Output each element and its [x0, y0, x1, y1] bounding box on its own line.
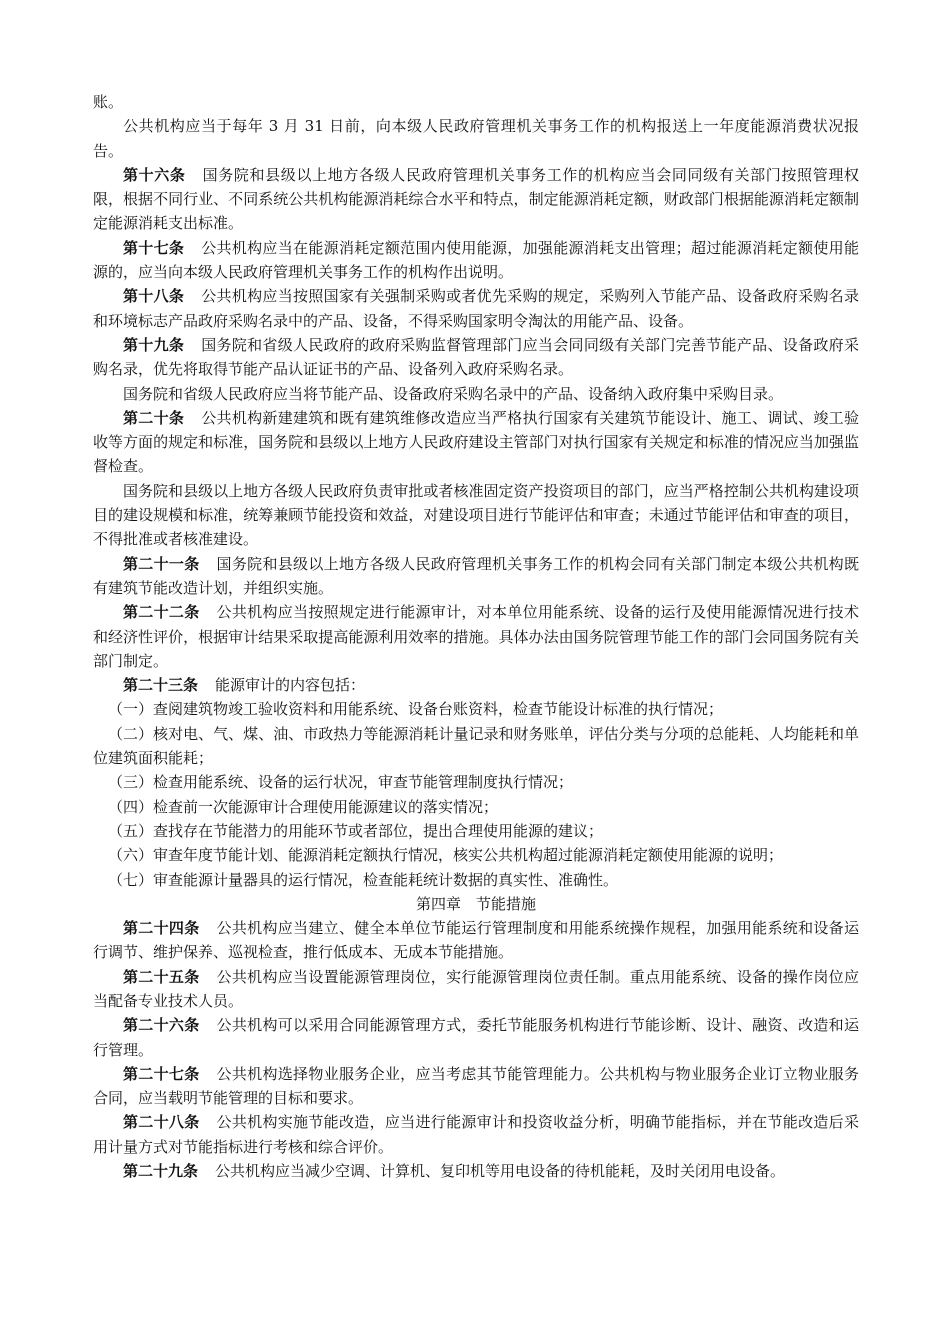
article-number: 第二十条 — [123, 408, 185, 427]
article-number: 第十八条 — [123, 287, 185, 306]
paragraph-text: 国务院和县级以上地方各级人民政府管理机关事务工作的机构应当会同同级有关部门按照管理权限，根据不同行业、不同系统公共机构能源消耗综合水平和特点，制定能源消耗定额，财政部门根据能源消耗定额制定能源消耗支出标准。 — [93, 165, 859, 233]
paragraph — [93, 697, 859, 721]
article-paragraph — [93, 916, 859, 965]
paragraph-text: （三）检查用能系统、设备的运行状况，审查节能管理制度执行情况； — [108, 773, 574, 792]
article-number: 第二十二条 — [123, 603, 200, 622]
article-paragraph — [93, 1013, 859, 1062]
article-paragraph — [93, 1159, 859, 1183]
chapter-heading — [93, 892, 859, 916]
paragraph — [93, 90, 859, 114]
paragraph — [93, 114, 859, 163]
article-paragraph — [93, 965, 859, 1014]
document-body — [93, 90, 859, 1183]
article-number: 第十七条 — [123, 238, 185, 257]
paragraph-text: 公共机构选择物业服务企业，应当考虑其节能管理能力。公共机构与物业服务企业订立物业服务合同，应当载明节能管理的目标和要求。 — [93, 1064, 859, 1108]
paragraph-text: 公共机构应当建立、健全本单位节能运行管理制度和用能系统操作规程，加强用能系统和设备运行调节、维护保养、巡视检查，推行低成本、无成本节能措施。 — [93, 919, 859, 962]
article-paragraph — [93, 406, 859, 479]
article-paragraph — [93, 600, 859, 673]
paragraph — [93, 382, 859, 406]
paragraph — [93, 795, 859, 819]
paragraph-text: （五）查找存在节能潜力的用能环节或者部位，提出合理使用能源的建议； — [108, 821, 604, 840]
article-number: 第二十四条 — [123, 919, 200, 938]
paragraph-text: 公共机构应当设置能源管理岗位，实行能源管理岗位责任制。重点用能系统、设备的操作岗位应当配备专业技术人员。 — [93, 967, 859, 1010]
paragraph-text: （四）检查前一次能源审计合理使用能源建议的落实情况； — [108, 797, 499, 816]
paragraph — [93, 819, 859, 843]
article-number: 第二十六条 — [123, 1016, 200, 1035]
article-paragraph — [93, 1062, 859, 1111]
paragraph — [93, 770, 859, 794]
article-number: 第十九条 — [123, 335, 185, 354]
article-number: 第二十七条 — [123, 1064, 200, 1083]
article-paragraph — [93, 163, 859, 236]
paragraph-text: 国务院和县级以上地方各级人民政府负责审批或者核准固定资产投资项目的部门，应当严格控制公共机构建设项目的建设规模和标准，统筹兼顾节能投资和效益，对建设项目进行节能评估和审查；未通过节能评估和审查的项目，不得批准或者核准建设。 — [93, 481, 859, 549]
paragraph-text: 能源审计的内容包括： — [215, 676, 366, 695]
paragraph — [93, 479, 859, 552]
article-number: 第二十八条 — [123, 1113, 200, 1132]
article-number: 第二十五条 — [123, 967, 200, 986]
paragraph-text: 公共机构新建建筑和既有建筑维修改造应当严格执行国家有关建筑节能设计、施工、调试、竣工验收等方面的规定和标准，国务院和县级以上地方人民政府建设主管部门对执行国家有关规定和标准的情况应当加强监督检查。 — [93, 408, 859, 476]
article-paragraph — [93, 552, 859, 601]
paragraph-text: 账。 — [93, 93, 124, 111]
paragraph-text: 国务院和县级以上地方各级人民政府管理机关事务工作的机构会同有关部门制定本级公共机构既有建筑节能改造计划，并组织实施。 — [93, 554, 859, 597]
article-paragraph — [93, 1110, 859, 1159]
paragraph — [93, 722, 859, 771]
paragraph-text: 公共机构应当按照国家有关强制采购或者优先采购的规定，采购列入节能产品、设备政府采购名录和环境标志产品政府采购名录中的产品、设备，不得采购国家明令淘汰的用能产品、设备。 — [93, 287, 859, 330]
article-paragraph — [93, 284, 859, 333]
article-paragraph — [93, 236, 859, 285]
paragraph-text: （六）审查年度节能计划、能源消耗定额执行情况，核实公共机构超过能源消耗定额使用能源的说明； — [108, 846, 784, 865]
paragraph-text: （二）核对电、气、煤、油、市政热力等能源消耗计量记录和财务账单，评估分类与分项的总能耗、人均能耗和单位建筑面积能耗； — [93, 724, 859, 768]
article-number: 第二十一条 — [123, 554, 200, 573]
article-paragraph — [93, 673, 859, 697]
paragraph-text: 公共机构应当减少空调、计算机、复印机等用电设备的待机能耗，及时关闭用电设备。 — [215, 1162, 786, 1181]
article-paragraph — [93, 333, 859, 382]
paragraph-text: 公共机构应当按照规定进行能源审计，对本单位用能系统、设备的运行及使用能源情况进行技术和经济性评价，根据审计结果采取提高能源利用效率的措施。具体办法由国务院管理节能工作的部门会同国务院有关部门制定。 — [93, 603, 859, 670]
paragraph-text: 国务院和省级人民政府的政府采购监督管理部门应当会同同级有关部门完善节能产品、设备政府采购名录，优先将取得节能产品认证证书的产品、设备列入政府采购名录。 — [93, 335, 859, 379]
paragraph-text: 公共机构应当在能源消耗定额范围内使用能源，加强能源消耗支出管理；超过能源消耗定额使用能源的，应当向本级人民政府管理机关事务工作的机构作出说明。 — [93, 238, 859, 282]
paragraph-text: 公共机构应当于每年 3 月 31 日前，向本级人民政府管理机关事务工作的机构报送上一年度能源消费状况报告。 — [93, 117, 859, 160]
paragraph — [93, 868, 859, 892]
article-number: 第十六条 — [123, 165, 186, 184]
article-number: 第二十九条 — [123, 1162, 199, 1181]
paragraph-text: （七）审查能源计量器具的运行情况，检查能耗统计数据的真实性、准确性。 — [108, 870, 619, 889]
paragraph-text: 国务院和省级人民政府应当将节能产品、设备政府采购名录中的产品、设备纳入政府集中采购目录。 — [123, 384, 784, 403]
paragraph-text: 第四章 节能措施 — [415, 894, 536, 913]
paragraph-text: （一）查阅建筑物竣工验收资料和用能系统、设备台账资料，检查节能设计标准的执行情况； — [108, 700, 724, 719]
paragraph — [93, 843, 859, 867]
paragraph-text: 公共机构实施节能改造，应当进行能源审计和投资收益分析，明确节能指标，并在节能改造后采用计量方式对节能指标进行考核和综合评价。 — [93, 1113, 859, 1156]
article-number: 第二十三条 — [123, 676, 199, 695]
paragraph-text: 公共机构可以采用合同能源管理方式，委托节能服务机构进行节能诊断、设计、融资、改造和运行管理。 — [93, 1016, 859, 1059]
